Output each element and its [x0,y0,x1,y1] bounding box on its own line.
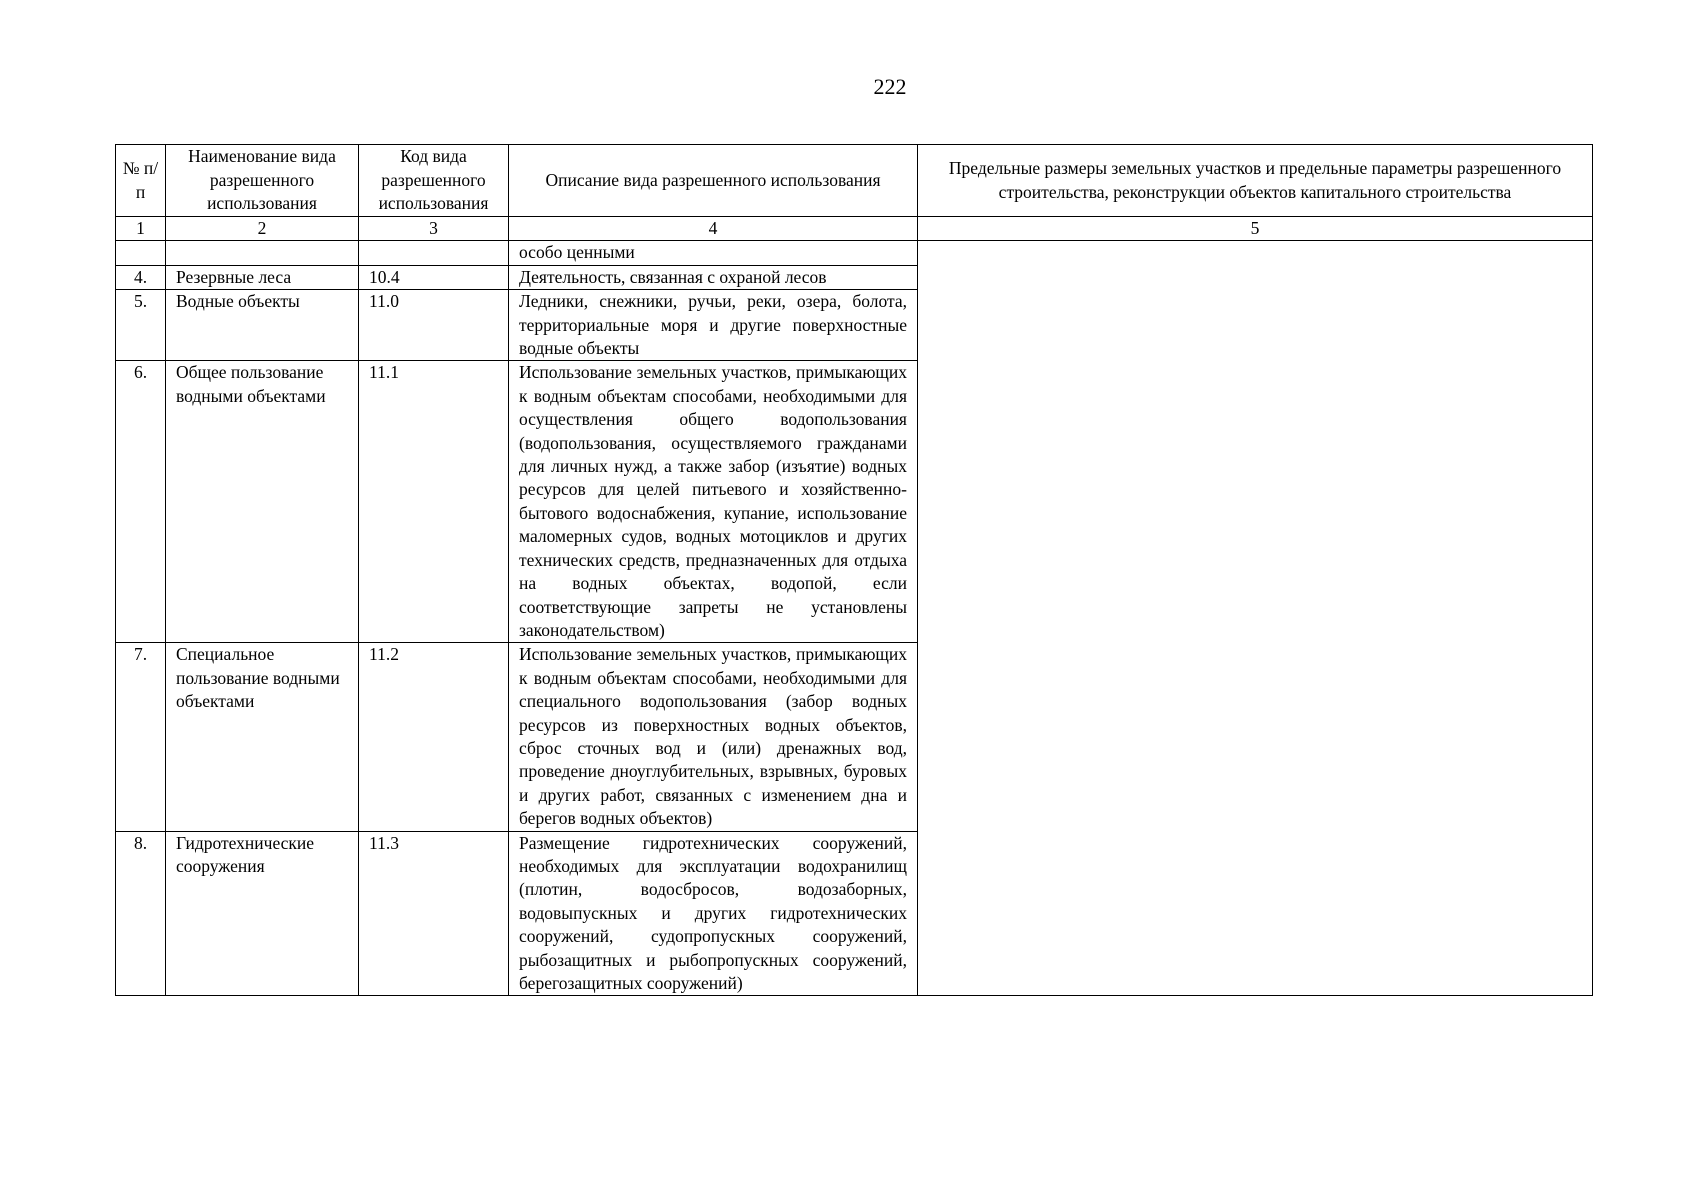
params-cell [918,241,1593,996]
row-code: 11.1 [359,361,509,643]
row-description: особо ценными [509,241,918,265]
table-row [116,241,1593,265]
row-num: 4. [116,265,166,289]
column-number: 1 [116,217,166,241]
row-description: Использование земельных участков, примыкающих к водным объектам способами, необходимыми для специального водопользования (забор водных ресурсов из поверхностных водных объектов, сброс сточных вод и (или) дренажных вод, проведение дноуглубительных, взрывных, буровых и других работ, связанных с изменением дна и берегов водных объектов) [509,643,918,831]
land-use-table [115,144,1593,996]
row-name [166,241,359,265]
row-description: Деятельность, связанная с охраной лесов [509,265,918,289]
column-number: 4 [509,217,918,241]
row-num: 7. [116,643,166,831]
column-number: 3 [359,217,509,241]
row-num [116,241,166,265]
row-num: 5. [116,290,166,361]
header-code: Код вида разрешенного использования [359,145,509,217]
column-number: 5 [918,217,1593,241]
row-code: 11.0 [359,290,509,361]
column-numbers-row [116,217,1593,241]
row-description: Ледники, снежники, ручьи, реки, озера, болота, территориальные моря и другие поверхностные водные объекты [509,290,918,361]
row-code: 11.2 [359,643,509,831]
row-name: Резервные леса [166,265,359,289]
row-code: 11.3 [359,831,509,996]
row-code [359,241,509,265]
page-number: 222 [873,74,907,99]
row-description: Размещение гидротехнических сооружений, необходимых для эксплуатации водохранилищ (плотин, водосбросов, водозаборных, водовыпускных и других гидротехнических сооружений, судопропускных сооружений, рыбозащитных и рыбопропускных сооружений, берегозащитных сооружений) [509,831,918,996]
column-number: 2 [166,217,359,241]
row-code: 10.4 [359,265,509,289]
row-num: 8. [116,831,166,996]
row-num: 6. [116,361,166,643]
row-name: Водные объекты [166,290,359,361]
header-num: № п/п [116,145,166,217]
row-name: Общее пользование водными объектами [166,361,359,643]
header-description: Описание вида разрешенного использования [509,145,918,217]
table-header-row [116,145,1593,217]
row-name: Специальное пользование водными объектами [166,643,359,831]
header-name: Наименование вида разрешенного использования [166,145,359,217]
row-description: Использование земельных участков, примыкающих к водным объектам способами, необходимыми для осуществления общего водопользования (водопользования, осуществляемого гражданами для личных нужд, а также забор (изъятие) водных ресурсов для целей питьевого и хозяйственно-бытового водоснабжения, купание, использование маломерных судов, водных мотоциклов и других технических средств, предназначенных для отдыха на водных объектах, водопой, если соответствующие запреты не установлены законодательством) [509,361,918,643]
header-params: Предельные размеры земельных участков и предельные параметры разрешенного строительства, реконструкции объектов капитального строительства [918,145,1593,217]
row-name: Гидротехнические сооружения [166,831,359,996]
